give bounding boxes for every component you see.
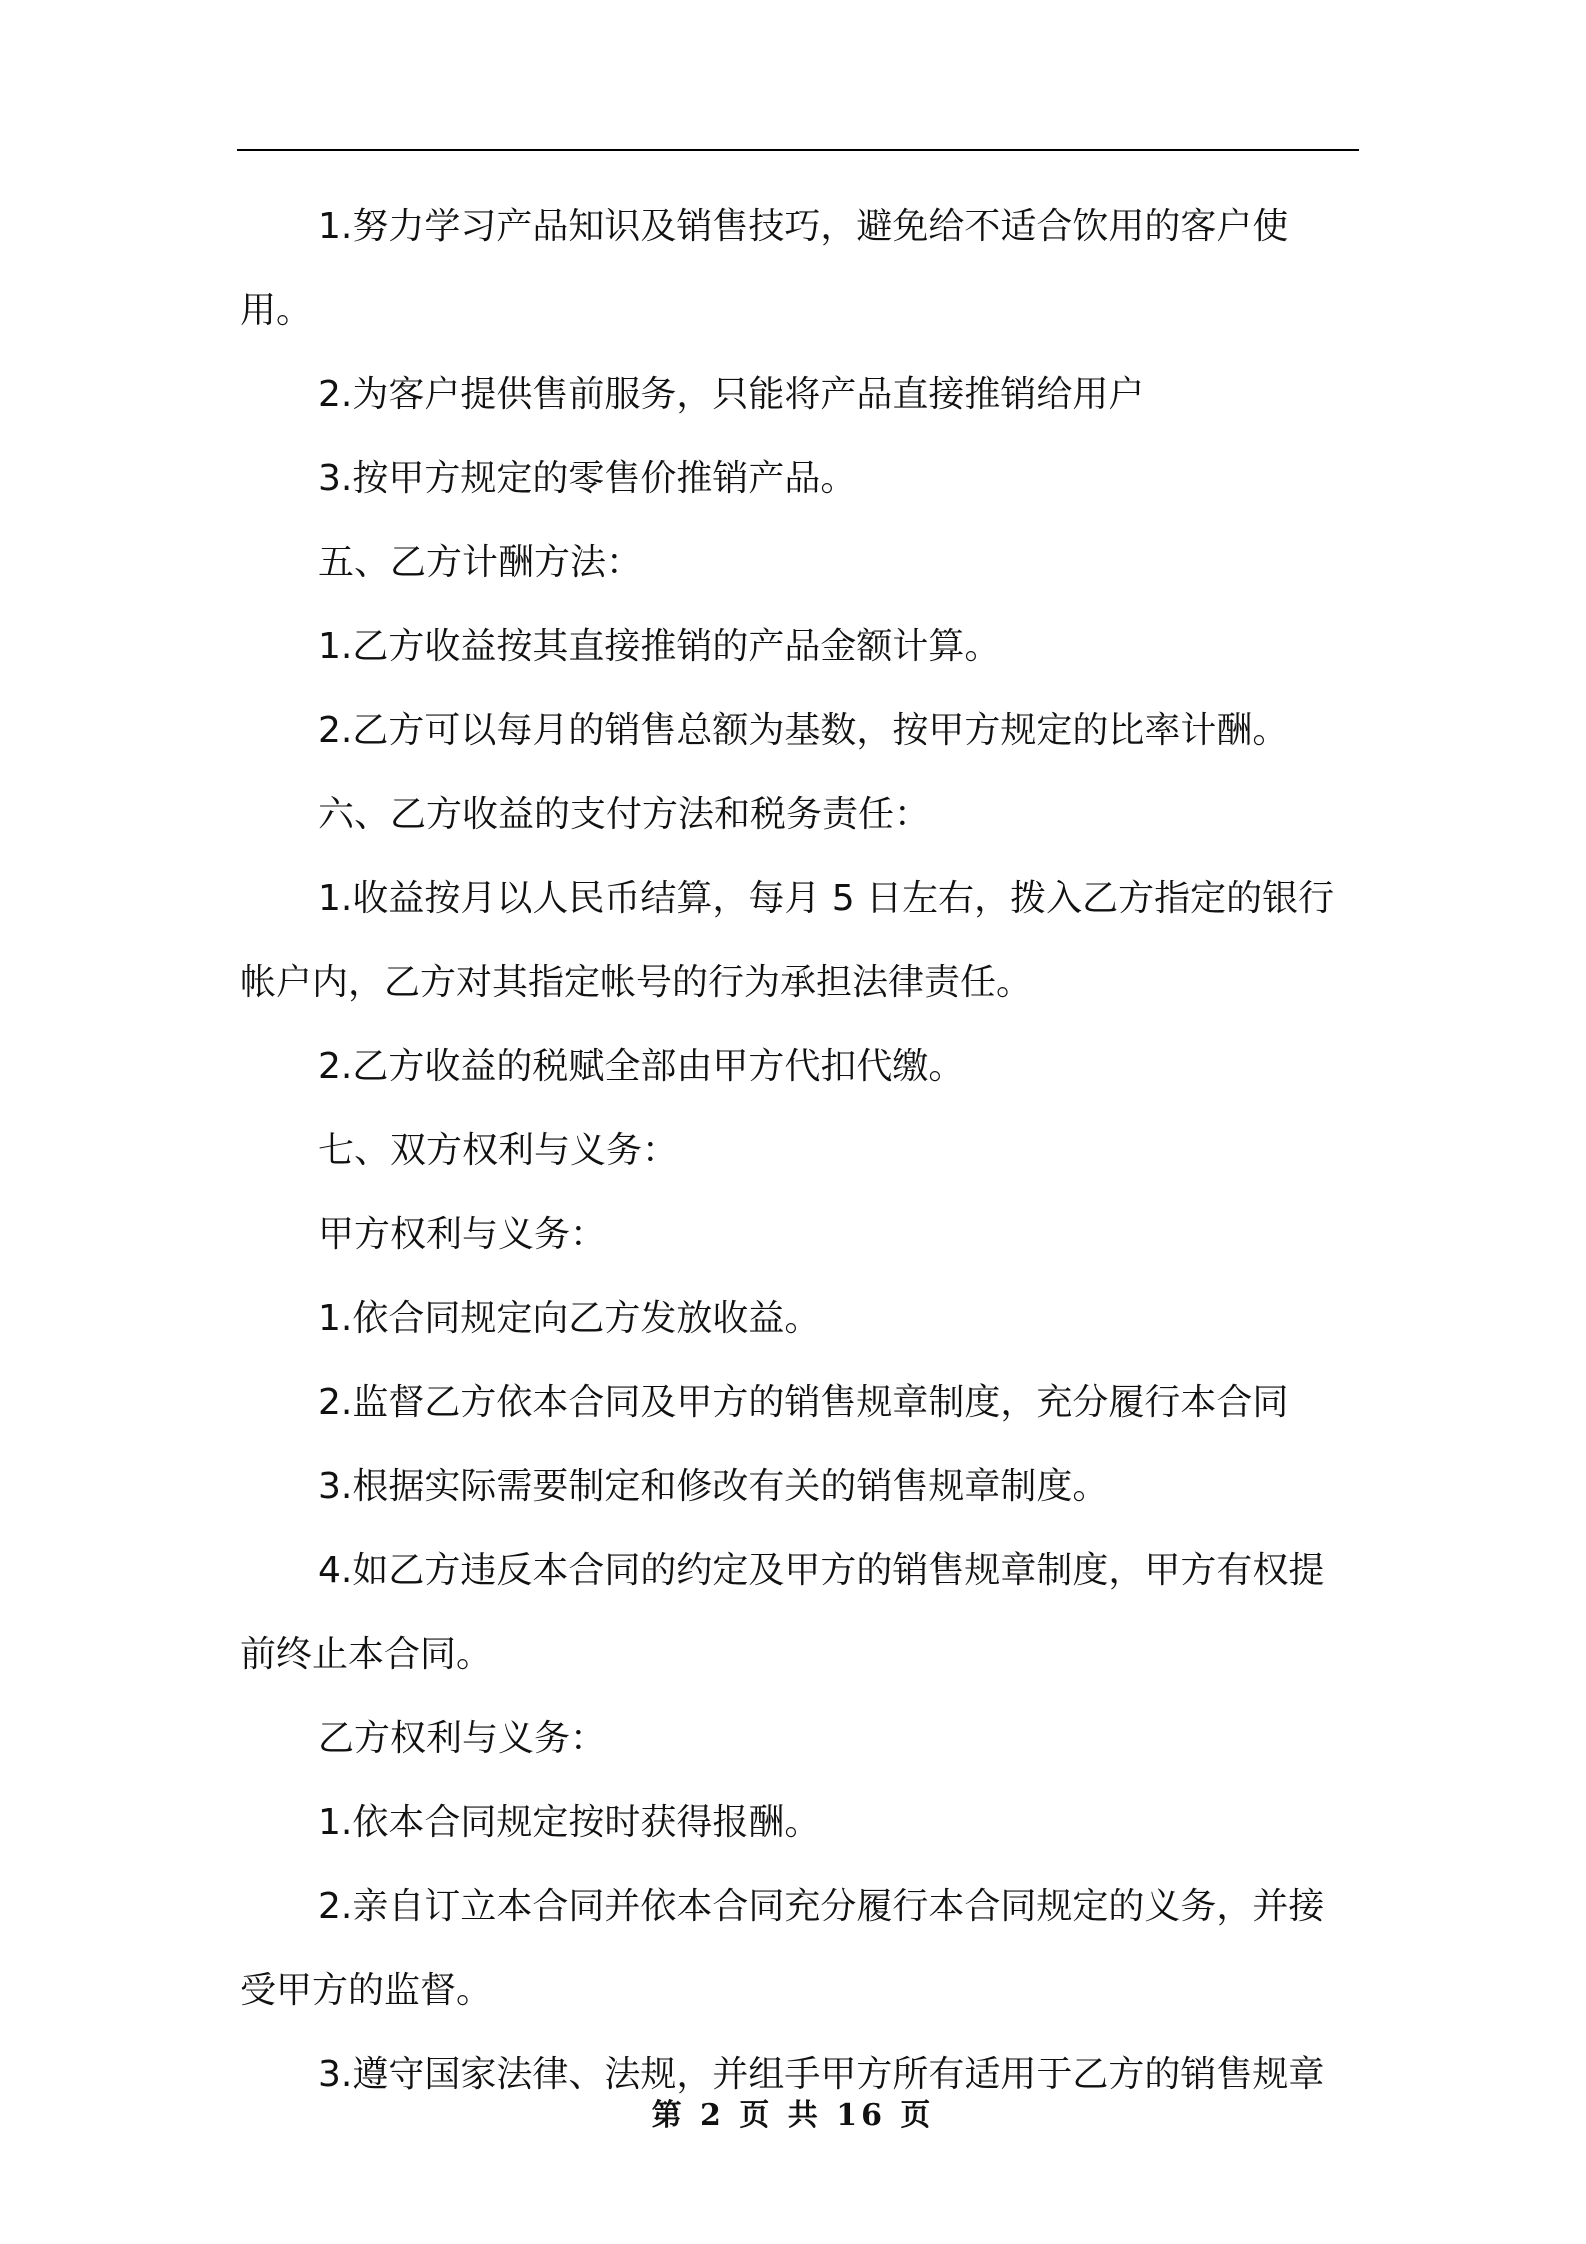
section-heading: 六、乙方收益的支付方法和税务责任： xyxy=(318,794,931,835)
section-heading: 七、双方权利与义务： xyxy=(318,1130,679,1171)
section-heading: 五、乙方计酬方法： xyxy=(318,542,643,583)
body-text xyxy=(240,185,1360,2117)
paragraph: 2.亲自订立本合同并依本合同充分履行本合同规定的义务，并接受甲方的监督。 xyxy=(240,1886,1325,2011)
paragraph: 2.监督乙方依本合同及甲方的销售规章制度，充分履行本合同 xyxy=(318,1382,1289,1423)
paragraph: 1.努力学习产品知识及销售技巧，避免给不适合饮用的客户使用。 xyxy=(240,206,1289,331)
paragraph: 4.如乙方违反本合同的约定及甲方的销售规章制度，甲方有权提前终止本合同。 xyxy=(240,1550,1325,1675)
paragraph: 1.依合同规定向乙方发放收益。 xyxy=(318,1298,821,1339)
paragraph: 2.乙方收益的税赋全部由甲方代扣代缴。 xyxy=(318,1046,965,1087)
paragraph: 3.根据实际需要制定和修改有关的销售规章制度。 xyxy=(318,1466,1109,1507)
header-rule xyxy=(237,149,1359,151)
paragraph: 1.乙方收益按其直接推销的产品金额计算。 xyxy=(318,626,1001,667)
subsection-heading: 乙方权利与义务： xyxy=(318,1718,607,1759)
paragraph: 3.遵守国家法律、法规，并组手甲方所有适用于乙方的销售规章 xyxy=(318,2054,1325,2095)
paragraph: 1.收益按月以人民币结算，每月 5 日左右，拨入乙方指定的银行帐户内，乙方对其指定帐号的行为承担法律责任。 xyxy=(240,878,1335,1003)
paragraph: 2.为客户提供售前服务，只能将产品直接推销给用户 xyxy=(318,374,1145,415)
subsection-heading: 甲方权利与义务： xyxy=(318,1214,607,1255)
paragraph: 2.乙方可以每月的销售总额为基数，按甲方规定的比率计酬。 xyxy=(318,710,1289,751)
page-number: 第 2 页 共 16 页 xyxy=(651,2098,935,2133)
paragraph: 3.按甲方规定的零售价推销产品。 xyxy=(318,458,857,499)
paragraph: 1.依本合同规定按时获得报酬。 xyxy=(318,1802,821,1843)
